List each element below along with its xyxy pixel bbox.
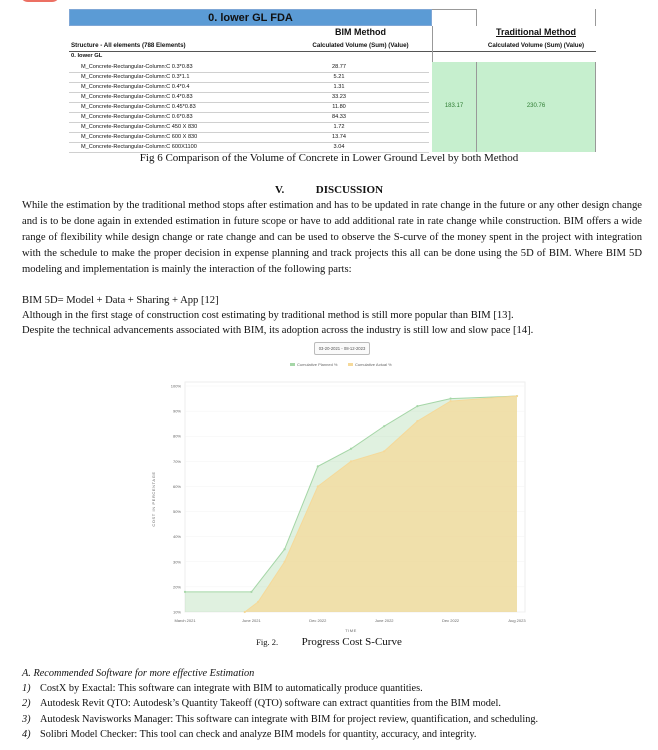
legend-label: Cumulative Actual % [355,362,392,367]
software-list-item [22,712,652,727]
legend-swatch [290,363,295,366]
discussion-paragraph: While the estimation by the traditional method stops after estimation and has to be updated in rate change in the future or any other design change and is to be done again in extended estimation in future scope or have to add additional rate in rate change while construction. BIM offers a wide range of flexibility while design change or rate change and can be used to observe the S-curve of the money spent in the project with integration with the schedule to make the proper decision in expense planning and track projects this all can be done using the 5D of BIM. Where BIM 5D modeling and implementation is mainly the interaction of the following parts: [22,200,642,275]
element-name: M_Concrete-Rectangular-Column:C 600 X 830 [81,134,198,140]
data-point [244,611,246,613]
element-name: M_Concrete-Rectangular-Column:C 0.3*1.1 [81,74,190,80]
x-tick-label: Aug 2023 [508,618,526,623]
list-text: CostX by Exactal: This software can integrate with BIM to automatically produce quantities. [40,683,423,694]
element-volume: 13.74 [332,134,346,140]
element-volume: 28.77 [332,64,346,70]
element-name: M_Concrete-Rectangular-Column:C 450 X 830 [81,124,198,130]
decorative-red-arc [20,0,60,2]
section-title: DISCUSSION [315,184,384,196]
data-point [284,561,286,563]
data-point [416,420,418,422]
data-point [450,400,452,402]
date-range-badge: 03-20-2021 - 08-12-2023 [314,342,370,355]
y-tick-label: 50% [172,509,181,515]
x-tick-label: June 2021 [242,618,261,623]
element-name: M_Concrete-Rectangular-Column:C 0.45*0.83 [81,104,196,110]
x-tick-label: March 2021 [174,618,196,623]
list-text: Solibri Model Checker: This tool can check and analyze BIM models for quantity, accuracy, and integrity. [40,729,477,741]
y-tick-label: 20% [172,584,181,590]
x-axis-label: TIME [345,628,357,633]
y-tick-label: 90% [172,408,181,414]
x-tick-label: June 2022 [374,618,394,623]
trad-volume-column-header: Calculated Volume (Sum) (Value) [487,42,585,49]
software-list [22,681,652,743]
list-text: Autodesk Navisworks Manager: This software can integrate with BIM for project review, quantification, and scheduling. [40,713,539,725]
fig2-title: Progress Cost S-Curve [301,636,402,648]
element-name: M_Concrete-Rectangular-Column:C 0.6*0.83 [81,114,193,120]
x-tick-label: Dec 2022 [309,618,327,623]
bim-method-header: BIM Method [335,27,386,37]
fig6-caption: Fig 6 Comparison of the Volume of Concrete in Lower Ground Level by both Method [139,152,519,164]
table-rows [69,62,432,152]
list-number: 3) [22,713,31,725]
y-tick-label: 60% [172,483,181,489]
data-point [257,601,259,603]
element-volume: 11.80 [332,104,346,110]
traditional-method-header: Traditional Method [496,27,576,37]
traditional-popularity-text: Although in the first stage of construction cost estimating by traditional method is still more popular than BIM [13]. [22,310,514,321]
concrete-volume-table [69,9,596,152]
element-name: M_Concrete-Rectangular-Column:C 0.4*0.83 [81,94,193,100]
data-point [350,448,352,450]
list-number: 1) [22,683,31,694]
element-volume: 84.33 [332,114,346,120]
element-volume: 1.31 [333,84,345,90]
element-volume: 1.72 [333,124,345,130]
fig2-caption [0,636,658,648]
legend-swatch [348,363,353,366]
software-heading: A. Recommended Software for more effective Estimation [22,668,255,679]
legend-label: Cumulative Planned % [297,362,338,367]
software-list-item [22,727,652,742]
element-name: M_Concrete-Rectangular-Column:C 0.3*0.83 [81,64,193,70]
data-point [383,425,385,427]
y-tick-label: 80% [172,433,181,439]
y-tick-label: 10% [172,609,181,615]
y-tick-label: 70% [172,458,181,464]
data-point [317,485,319,487]
y-tick-label: 100% [170,383,181,389]
software-list-item [22,696,652,711]
list-text: Autodesk Revit QTO: Autodesk’s Quantity Takeoff (QTO) software can extract quantities from the BIM model. [40,698,501,710]
group-label: 0. lower GL [71,53,103,59]
data-point [416,405,418,407]
y-tick-label: 30% [172,559,181,565]
data-point [284,548,286,550]
list-number: 4) [22,729,31,741]
bim-total: 183.17 [444,103,464,109]
element-name: M_Concrete-Rectangular-Column:C 600X1100 [81,144,197,150]
x-tick-label: Dec 2022 [442,618,460,623]
data-point [317,465,319,467]
bim-volume-column-header: Calculated Volume (Sum) (Value) [312,42,409,49]
structure-column-header: Structure - All elements (788 Elements) [71,42,186,49]
trad-total: 230.76 [526,103,546,109]
element-volume: 33.23 [332,94,346,100]
bim5d-formula: BIM 5D= Model + Data + Sharing + App [12] [22,295,219,306]
element-name: M_Concrete-Rectangular-Column:C 0.4*0.4 [81,84,190,90]
data-point [250,591,252,593]
data-point [450,397,452,399]
data-point [184,591,186,593]
data-point [516,395,518,397]
data-point [350,460,352,462]
list-number: 2) [22,698,31,710]
fig2-label: Fig. 2. [256,637,279,647]
element-volume: 3.04 [333,144,345,150]
data-point [383,450,385,452]
s-curve-chart [140,356,540,641]
software-list-item [22,681,652,696]
y-axis-label: COST IN PERCENTAGE [151,471,156,527]
section-number: V. [274,184,285,196]
y-tick-label: 40% [172,534,181,540]
table-title: 0. lower GL FDA [69,9,432,26]
section-heading [0,184,658,196]
element-volume: 5.21 [333,74,345,80]
bim-adoption-text: Despite the technical advancements associated with BIM, its adoption across the industry is still low and slow pace [14]. [22,325,534,336]
